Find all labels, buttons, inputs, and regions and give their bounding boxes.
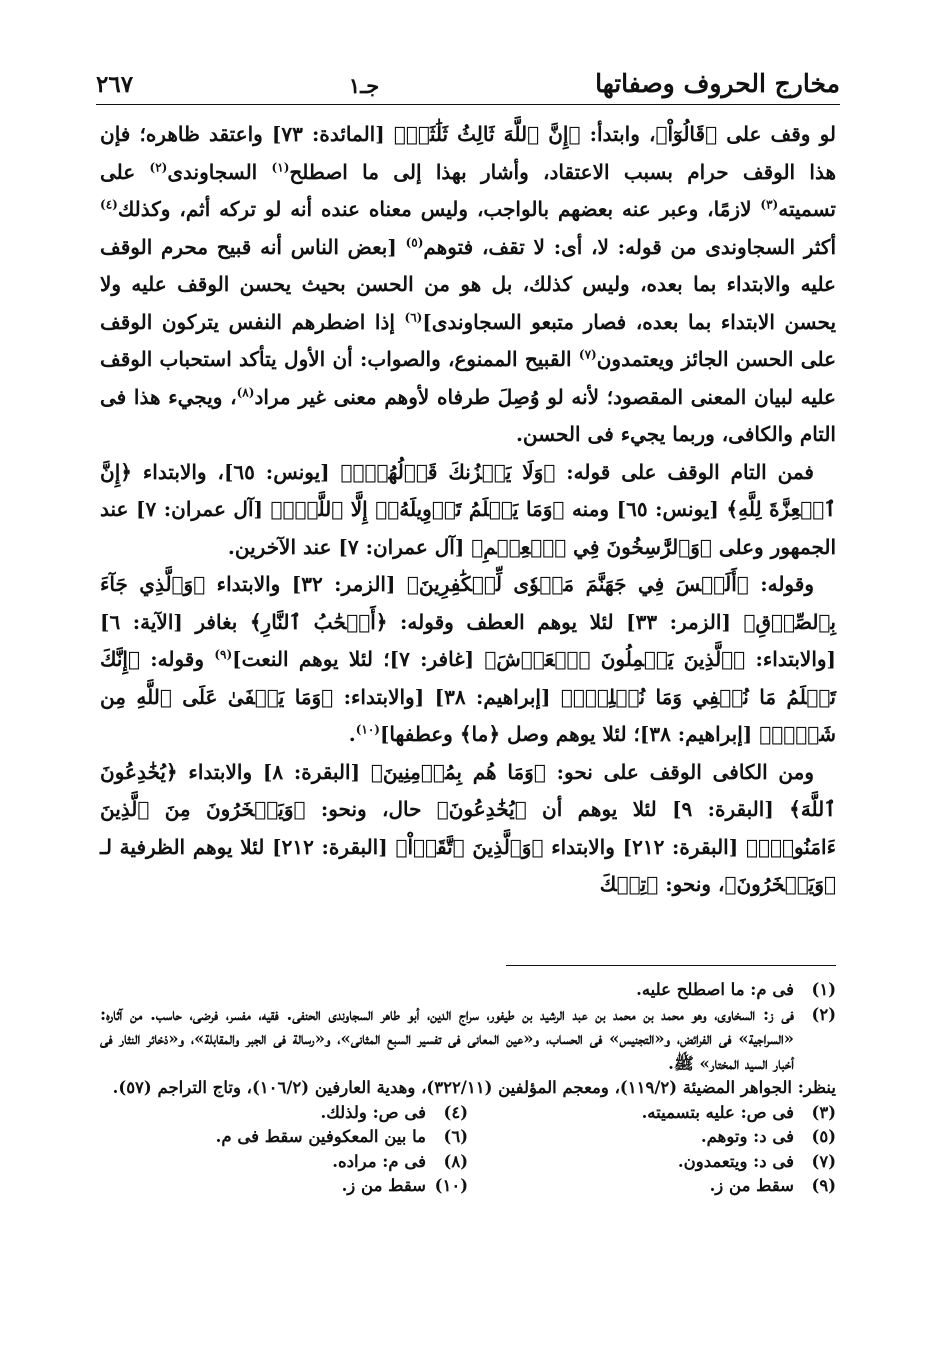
main-text [100,116,836,904]
running-title: مخارج الحروف وصفاتها [595,69,840,98]
footnote-ref: (٧) [578,347,597,362]
footnote-divider [506,965,836,966]
text-run: [بعض الناس أنه قبيح محرم الوقف عليه والابتداء بما بعده، وليس كذلك، بل هو من الحسن بحيث يحسن الوقف عليه ولا يحسن الابتداء بما بعده، فصار متبعو السجاوندى] [100,234,837,334]
text-run: [إبراهيم: ٣٨] [والابتداء: [333,684,561,709]
text-run: القبيح الممنوع، والصواب: أن الأول يتأكد استحباب الوقف عليه لبيان المعنى المقصود؛ لأنه لو وُصِلَ طرفاه لأوهم معنى غير مراد [100,347,836,409]
footnote-ref: (١٠) [355,722,380,737]
quran-quote: ﴿إِنَّ ٱلۡعِزَّةَ لِلَّهِ﴾ [100,459,836,521]
volume-label: جـ١ [348,73,380,98]
text-run: . [348,722,356,746]
footnote-pair-row [100,1174,836,1199]
quran-quote: ﴿وَمَا هُم بِمُؤۡمِنِينَ﴾ [370,759,546,784]
text-run: إذا اضطرهم النفس يتركون الوقف على الحسن الجائز ويعتمدون [100,309,836,371]
text-run: [آل عمران: ٧] عند الآخرين. [227,534,472,559]
text-run: [يونس: ٦٥] ومنه [564,497,727,521]
footnote-6 [100,1125,468,1150]
text-run: حال، ونحو: [305,797,437,821]
footnote-text: فى م: ما اصطلح عليه. [636,980,794,999]
quran-quote: ﴿وَلَا يَحۡزُنكَ قَوۡلُهُمۡۘ﴾ [340,459,556,484]
quran-quote: ﴿ٱلَّذِينَ يَحۡمِلُونَ ٱلۡعَرۡشَ﴾ [484,647,746,671]
text-run: [البقرة: ٢١٢] والابتداء [543,834,746,859]
footnote-2-references: ينظر: الجواهر المضيئة (١١٩/٢)، ومعجم المؤلفين (٣٢٢/١١)، وهدية العارفين (١٠٦/٢)، وتاج التراجم (٥٧). [112,1078,836,1097]
quran-quote: ﴿قَالُوٓاْ﴾ [655,122,718,146]
text-run: [غافر: ٧]؛ لئلا يوهم النعت] [232,647,485,671]
quran-quote: ﴿وَمَا يَعۡلَمُ تَأۡوِيلَهُۥٓ إِلَّا ٱللَّهُۗ﴾ [270,497,565,521]
page-number: ٢٦٧ [96,71,134,98]
quran-quote: ﴿وَٱلَّذِي جَآءَ بِٱلصِّدۡقِ﴾ [100,572,836,634]
text-run: [المائدة: ٧٣] واعتقد ظاهره؛ فإن هذا الوقف حرام بسبب الاعتقاد، وأشار بهذا إلى ما اصطلح [100,122,837,184]
footnote-number: (٢) [811,1004,836,1024]
paragraph-2 [100,454,836,567]
page-header [96,58,840,105]
footnote-9 [468,1174,836,1199]
text-run: [البقرة: ٩] لئلا يوهم أن [526,797,790,821]
text-run: [إبراهيم: ٣٨]؛ لئلا يوهم وصل [500,722,760,746]
quran-quote: ﴿وَيَسۡخَرُونَ مِنَ ٱلَّذِينَ ءَامَنُواْۘ﴾ [100,797,836,859]
quran-quote: ﴿وَٱلَّذِينَ ٱتَّقَوۡاْ﴾ [395,834,544,859]
footnote-ref: (٥) [405,234,424,249]
footnote-number: (٤) [443,1102,468,1122]
text-run: وقوله: [139,647,215,671]
footnotes [100,978,836,1199]
quran-quote: ﴿أَلَيۡسَ فِي جَهَنَّمَ مَثۡوٗى لِّلۡكَٰفِرِينَ﴾ [406,572,749,596]
paragraph-3 [100,566,836,754]
footnote-ref: (٤) [100,197,118,212]
text-run: لو وقف على [717,122,837,146]
text-run: [آل عمران: ٧] عند الجمهور وعلى [100,497,836,559]
text-run: [البقرة: ٨] والابتداء [177,759,371,784]
text-run: وعطفها] [379,722,460,746]
quran-quote: ﴿يُخَٰدِعُونَ﴾ [436,797,527,821]
footnote-4 [100,1101,468,1126]
footnote-number: (٦) [443,1127,468,1146]
text-run: ، وابتدأ: [580,122,656,146]
quran-quote: ﴿إِنَّ ٱللَّهَ ثَالِثُ ثَلَٰثَةٖ﴾ [393,122,581,146]
paragraph-4 [100,754,836,904]
footnote-number: (٨) [443,1151,468,1171]
text-run: أكثر السجاوندى من قوله: لا، أى: لا تقف، فتوهم [423,234,837,259]
footnote-ref: (٦) [404,309,423,324]
quran-quote: ﴿يُخَٰدِعُونَ ٱللَّهَ﴾ [100,759,836,821]
footnote-text: فى د: وتوهم. [700,1127,794,1146]
footnote-number: (٩) [811,1176,836,1195]
footnote-text: فى م: مراده. [332,1151,426,1171]
paragraph-1 [100,116,836,454]
footnote-number: (٣) [811,1102,836,1122]
text-run: السجاوندى [167,159,272,184]
text-run: ، ويجيء هذا فى التام والكافى، وربما يجيء فى الحسن. [100,384,836,446]
text-run: وقوله: [748,572,814,596]
text-run: على تسميته [100,159,836,221]
text-run: [الزمر: ٣٣] لئلا يوهم العطف وقوله: [387,609,744,634]
footnote-pair-row [100,1101,836,1126]
text-run: فمن التام الوقف على قوله: [555,459,814,484]
text-run: بغافر [الآية: ٦] [والابتداء: [100,609,836,671]
footnote-pair-row [100,1125,836,1150]
text-run: ومن الكافى الوقف على نحو: [545,759,814,784]
footnote-8 [100,1150,468,1175]
footnote-ref: (٨) [236,384,255,399]
quran-quote: ﴿تِلۡكَ [599,872,659,896]
footnote-text: فى د: ويتعمدون. [677,1151,794,1171]
quran-quote: ﴿وَيَسۡخَرُونَ﴾ [724,872,836,896]
footnote-text: فى ص: ولذلك. [320,1102,426,1122]
footnote-text: سقط من ز. [709,1176,794,1195]
footnote-1 [100,978,836,1003]
footnote-10 [100,1174,468,1199]
footnote-text: فى ص: عليه بتسميته. [641,1102,794,1122]
quran-quote: ﴿وَمَا يَخۡفَىٰ عَلَى ٱللَّهِ مِن شَيۡءٖ﴾ [100,684,836,746]
footnote-text: سقط من ز. [341,1176,426,1195]
footnote-ref: (٣) [760,197,779,212]
text-run: [البقرة: ٢١٢] لئلا يوهم الظرفية لـ [100,834,396,859]
quran-quote: ﴿ما﴾ [459,722,501,746]
footnote-ref: (٩) [214,647,233,662]
footnote-3 [468,1101,836,1126]
footnote-number: (٥) [811,1127,836,1146]
text-run: ، ونحو: [658,872,725,896]
footnote-2 [100,1003,836,1077]
footnote-7 [468,1150,836,1175]
footnote-5 [468,1125,836,1150]
footnote-ref: (١) [271,159,290,174]
footnote-pair-row [100,1150,836,1175]
quran-quote: ﴿وَٱلرَّٰسِخُونَ فِي ٱلۡعِلۡمِ﴾ [471,534,712,559]
footnote-text: ما بين المعكوفين سقط فى م. [215,1127,426,1146]
footnote-number: (١٠) [434,1176,468,1195]
footnote-ref: (٢) [149,159,168,174]
footnote-text: فى ز: السخاوى، وهو محمد بن محمد بن عبد الرشيد بن طيفور، سراج الدين، أبو طاهر السجاوندى الحنفى. فقيه، مفسر، فرضى، حاسب. من آثاره: «السراجية» فى الفرائض، و«التجنيس» فى الحساب، و«عين المعانى فى تفسير السبع المثانى»، و«رسالة فى الجبر والمقابلة»، و«ذخائر النثار فى أخبار السيد المختار» ﷺ. [100,1004,794,1073]
quran-quote: ﴿إِنَّكَ تَعۡلَمُ مَا نُخۡفِي وَمَا نُعۡلِنُۗ﴾ [100,647,836,709]
text-run: [الزمر: ٣٢] والابتداء [205,572,407,596]
footnote-number: (٧) [811,1151,836,1171]
text-run: لازمًا، وعبر عنه بعضهم بالواجب، وليس معناه عنده أنه لو تركه أثم، وكذلك [117,197,761,221]
quran-quote: ﴿أَصۡحَٰبُ ٱلنَّارِ﴾ [249,609,388,634]
text-run: [يونس: ٦٥]، والابتداء [131,459,341,484]
footnote-number: (١) [811,980,836,999]
